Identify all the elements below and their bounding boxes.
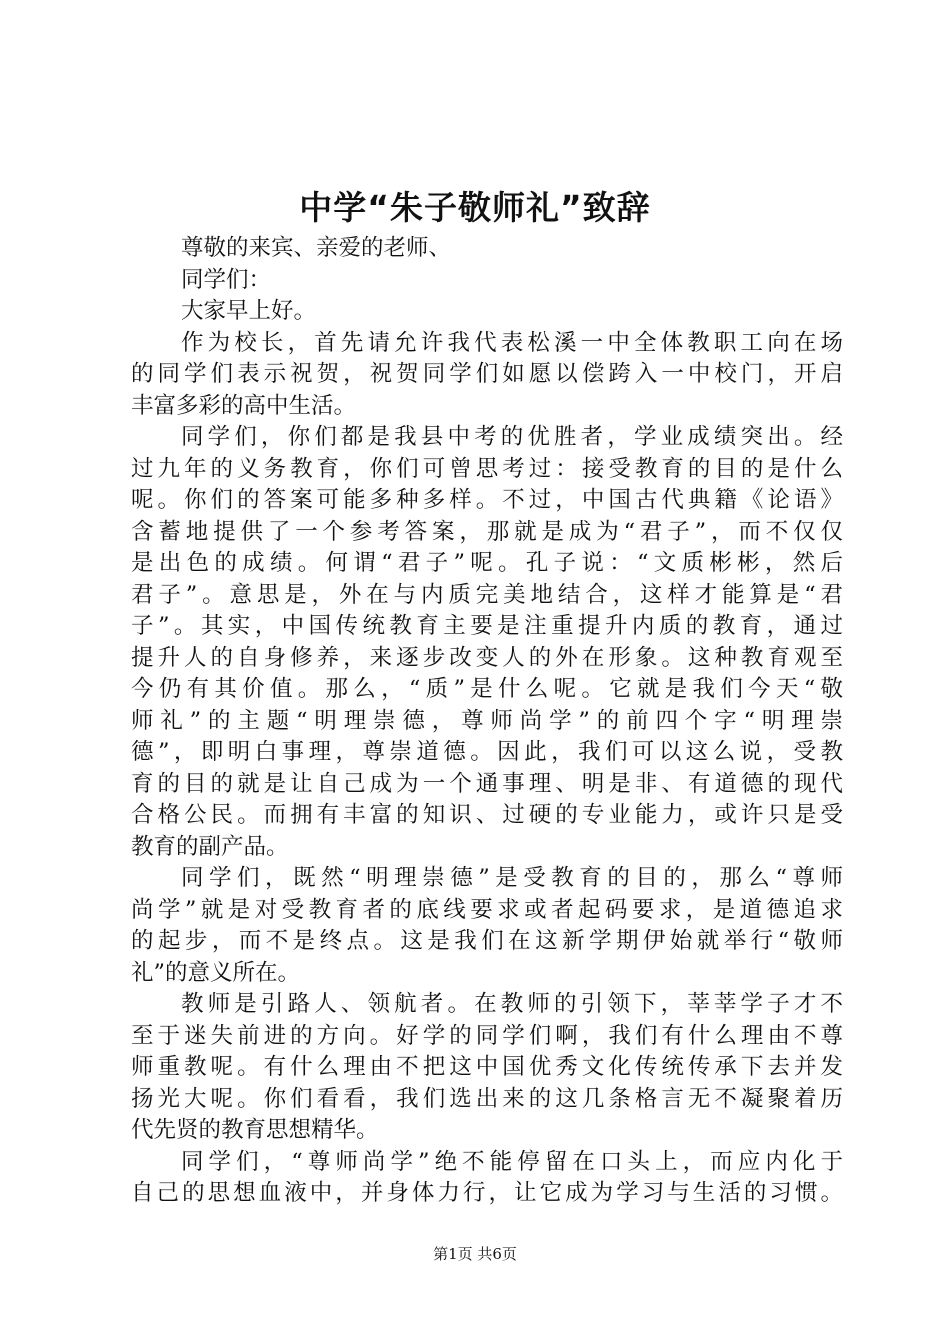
text-line: 大家早上好。 bbox=[181, 298, 317, 324]
text-line: 尊敬的来宾、亲爱的老师、 bbox=[181, 235, 452, 261]
page-footer: 第1页 共6页 bbox=[433, 1245, 517, 1263]
text-line: 师礼”的主题“明理崇德，尊师尚学”的前四个字“明理崇 bbox=[131, 707, 843, 734]
text-line: 育的目的就是让自己成为一个通事理、明是非、有道德的现代 bbox=[131, 770, 843, 797]
text-line: 含蓄地提供了一个参考答案，那就是成为“君子”，而不仅仅 bbox=[131, 518, 843, 545]
text-line: 自己的思想血液中，并身体力行，让它成为学习与生活的习惯。 bbox=[131, 1180, 843, 1206]
text-line: 君子”。意思是，外在与内质完美地结合，这样才能算是“君 bbox=[131, 581, 843, 608]
text-line: 同学们： bbox=[181, 266, 272, 293]
text-line: 同学们，你们都是我县中考的优胜者，学业成绩突出。经 bbox=[181, 424, 843, 450]
text-line: 至于迷失前进的方向。好学的同学们啊，我们有什么理由不尊 bbox=[131, 1022, 843, 1049]
text-line: 同学们，“尊师尚学”绝不能停留在口头上，而应内化于 bbox=[181, 1148, 843, 1175]
text-line: 今仍有其价值。那么，“质”是什么呢。它就是我们今天“敬 bbox=[131, 676, 843, 702]
text-line: 同学们，既然“明理崇德”是受教育的目的，那么“尊师 bbox=[181, 865, 843, 891]
text-line: 提升人的自身修养，来逐步改变人的外在形象。这种教育观至 bbox=[131, 644, 843, 671]
document-body bbox=[131, 233, 843, 1210]
text-line: 过九年的义务教育，你们可曾思考过：接受教育的目的是什么 bbox=[131, 455, 843, 482]
text-line: 作为校长，首先请允许我代表松溪一中全体教职工向在场 bbox=[181, 329, 843, 356]
text-line: 子”。其实，中国传统教育主要是注重提升内质的教育，通过 bbox=[131, 613, 843, 639]
document-title: 中学“朱子敬师礼”致辞 bbox=[299, 188, 651, 227]
text-line: 丰富多彩的高中生活。 bbox=[131, 392, 357, 419]
text-line: 教师是引路人、领航者。在教师的引领下，莘莘学子才不 bbox=[181, 991, 843, 1017]
text-line: 扬光大呢。你们看看，我们选出来的这几条格言无不凝聚着历 bbox=[131, 1085, 843, 1112]
text-line: 的同学们表示祝贺，祝贺同学们如愿以偿跨入一中校门，开启 bbox=[131, 361, 843, 387]
text-line: 教育的副产品。 bbox=[131, 833, 289, 860]
text-line: 师重教呢。有什么理由不把这中国优秀文化传统传承下去并发 bbox=[131, 1054, 843, 1080]
text-line: 尚学”就是对受教育者的底线要求或者起码要求，是道德追求 bbox=[131, 896, 843, 923]
text-line: 礼”的意义所在。 bbox=[131, 959, 301, 986]
text-line: 德”，即明白事理，尊崇道德。因此，我们可以这么说，受教 bbox=[131, 739, 843, 765]
text-line: 合格公民。而拥有丰富的知识、过硬的专业能力，或许只是受 bbox=[131, 802, 843, 828]
text-line: 呢。你们的答案可能多种多样。不过，中国古代典籍《论语》 bbox=[131, 487, 843, 513]
text-line: 代先贤的教育思想精华。 bbox=[131, 1117, 379, 1143]
text-line: 是出色的成绩。何谓“君子”呢。孔子说：“文质彬彬，然后 bbox=[131, 550, 843, 576]
text-line: 的起步，而不是终点。这是我们在这新学期伊始就举行“敬师 bbox=[131, 928, 843, 954]
